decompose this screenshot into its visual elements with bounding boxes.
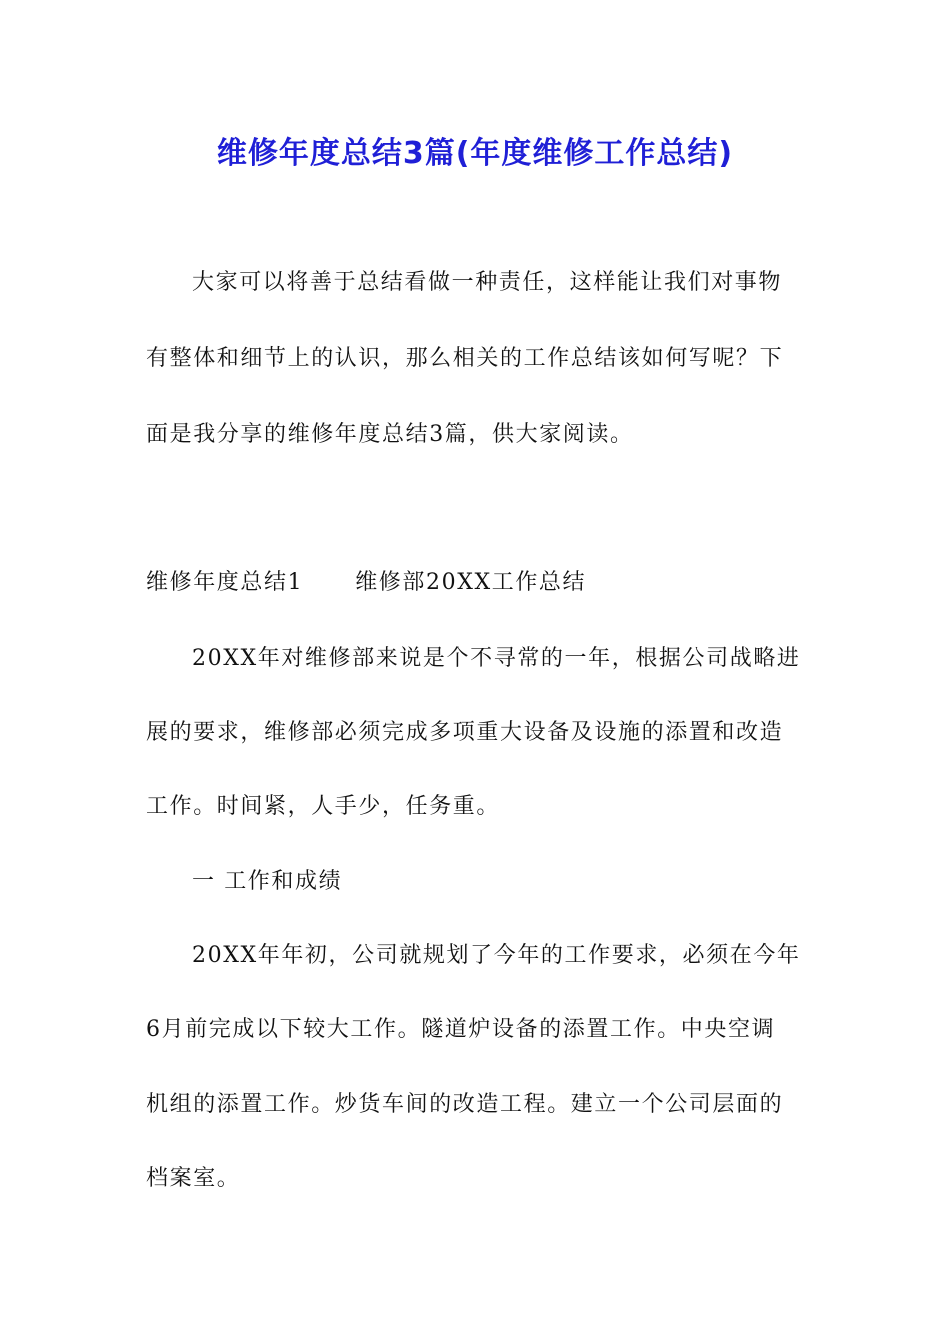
paragraph2-line-3: 机组的添置工作。炒货车间的改造工程。建立一个公司层面的 [146,1092,784,1117]
intro-line-1: 大家可以将善于总结看做一种责任，这样能让我们对事物 [192,270,783,295]
subsection-heading: 一 工作和成绩 [192,869,343,894]
section-heading-label: 维修年度总结1 [146,570,304,595]
paragraph1-line-2: 展的要求，维修部必须完成多项重大设备及设施的添置和改造 [146,720,784,745]
section-heading-subtitle: 维修部20XX工作总结 [355,570,587,595]
paragraph1-line-1: 20XX年对维修部来说是个不寻常的一年，根据公司战略进 [192,646,801,671]
paragraph2-line-1: 20XX年年初，公司就规划了今年的工作要求，必须在今年 [192,943,801,968]
intro-line-2: 有整体和细节上的认识，那么相关的工作总结该如何写呢？下 [146,346,784,371]
section-heading [146,568,586,598]
intro-line-3: 面是我分享的维修年度总结3篇，供大家阅读。 [146,422,634,447]
paragraph2-line-2: 6月前完成以下较大工作。隧道炉设备的添置工作。中央空调 [146,1017,776,1042]
paragraph1-line-3: 工作。时间紧，人手少，任务重。 [146,794,501,819]
paragraph2-line-4: 档案室。 [146,1166,241,1191]
document-title: 维修年度总结3篇(年度维修工作总结) [216,136,734,171]
